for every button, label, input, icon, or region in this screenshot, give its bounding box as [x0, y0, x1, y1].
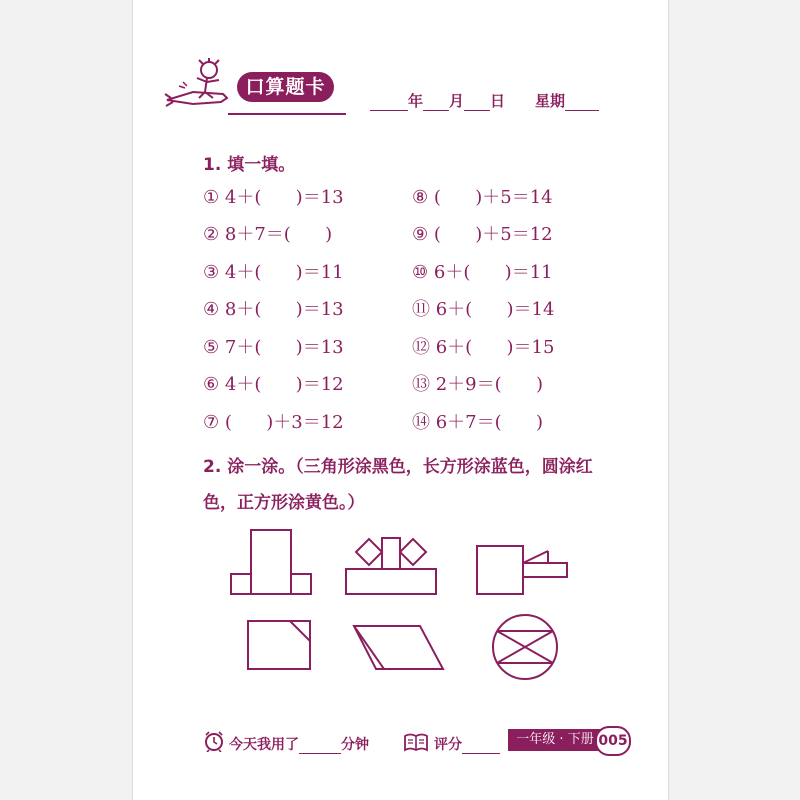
problem-item[interactable]	[203, 258, 344, 284]
weekday-label: 星期	[535, 92, 566, 110]
problem-item[interactable]	[412, 183, 553, 209]
problem-expression: 4＋( )＝11	[224, 262, 344, 283]
problem-item[interactable]	[203, 183, 344, 209]
problem-marker: ⑧	[412, 187, 429, 208]
problem-expression: 4＋( )＝12	[224, 374, 344, 395]
problem-item[interactable]	[203, 370, 344, 396]
problem-expression: 8＋7＝( )	[224, 224, 333, 245]
month-label: 月	[449, 92, 465, 110]
time-blank[interactable]	[299, 737, 341, 754]
problem-expression: ( )＋5＝14	[433, 187, 553, 208]
problem-marker: ⑦	[203, 412, 220, 433]
figure-rect-with-corner-triangle[interactable]	[248, 621, 310, 669]
problem-expression: 2＋9＝( )	[435, 374, 544, 395]
problem-item[interactable]	[412, 333, 554, 359]
date-row	[370, 90, 599, 111]
header-underline	[228, 113, 346, 115]
page-number: 005	[595, 726, 631, 756]
boy-on-rocket-illustration	[163, 58, 243, 110]
problem-marker: ⑫	[412, 337, 430, 358]
problem-item[interactable]	[412, 295, 554, 321]
problem-expression: 4＋( )＝13	[224, 187, 344, 208]
problem-marker: ⑩	[412, 262, 429, 283]
problem-marker: ⑥	[203, 374, 220, 395]
year-label: 年	[408, 92, 424, 110]
problem-marker: ③	[203, 262, 220, 283]
section2-title-line1: 2. 涂一涂。（三角形涂黑色，长方形涂蓝色，圆涂红	[203, 457, 593, 477]
time-suffix: 分钟	[341, 737, 369, 753]
problem-expression: ( )＋5＝12	[433, 224, 553, 245]
time-used-label	[229, 734, 369, 754]
problem-expression: 6＋( )＝14	[435, 299, 555, 320]
problem-item[interactable]	[412, 408, 543, 434]
problem-expression: 6＋7＝( )	[435, 412, 544, 433]
problem-item[interactable]	[412, 220, 553, 246]
page-title: 口算题卡	[237, 72, 334, 102]
problem-item[interactable]	[412, 370, 543, 396]
problem-marker: ⑨	[412, 224, 429, 245]
weekday-blank[interactable]	[565, 94, 599, 111]
problem-marker: ⑭	[412, 412, 430, 433]
problem-expression: 6＋( )＝11	[433, 262, 553, 283]
problem-item[interactable]	[203, 295, 344, 321]
problem-marker: ⑤	[203, 337, 220, 358]
section2-title-line2: 色，正方形涂黄色。）	[203, 493, 365, 513]
problem-item[interactable]	[203, 333, 344, 359]
year-blank[interactable]	[370, 94, 408, 111]
problem-expression: 8＋( )＝13	[224, 299, 344, 320]
alarm-clock-icon	[203, 730, 225, 752]
problem-item[interactable]	[412, 258, 553, 284]
figure-circle-with-triangles[interactable]	[493, 615, 557, 679]
score-blank[interactable]	[462, 737, 500, 754]
problem-item[interactable]	[203, 408, 344, 434]
problem-marker: ⑪	[412, 299, 430, 320]
problem-marker: ②	[203, 224, 220, 245]
worksheet-page	[133, 0, 668, 800]
problem-item[interactable]	[203, 220, 332, 246]
day-label: 日	[490, 92, 506, 110]
problem-expression: 7＋( )＝13	[224, 337, 344, 358]
open-book-icon	[403, 732, 429, 752]
problem-marker: ⑬	[412, 374, 430, 395]
problem-marker: ①	[203, 187, 220, 208]
section1-title: 1. 填一填。	[203, 155, 296, 175]
grade-banner: 一年级 · 下册	[508, 729, 602, 751]
day-blank[interactable]	[464, 94, 490, 111]
problem-expression: ( )＋3＝12	[224, 412, 344, 433]
problem-marker: ④	[203, 299, 220, 320]
time-prefix: 今天我用了	[229, 737, 299, 753]
score-label: 评分	[434, 737, 462, 753]
month-blank[interactable]	[423, 94, 449, 111]
problem-expression: 6＋( )＝15	[435, 337, 555, 358]
score-area	[434, 734, 500, 754]
